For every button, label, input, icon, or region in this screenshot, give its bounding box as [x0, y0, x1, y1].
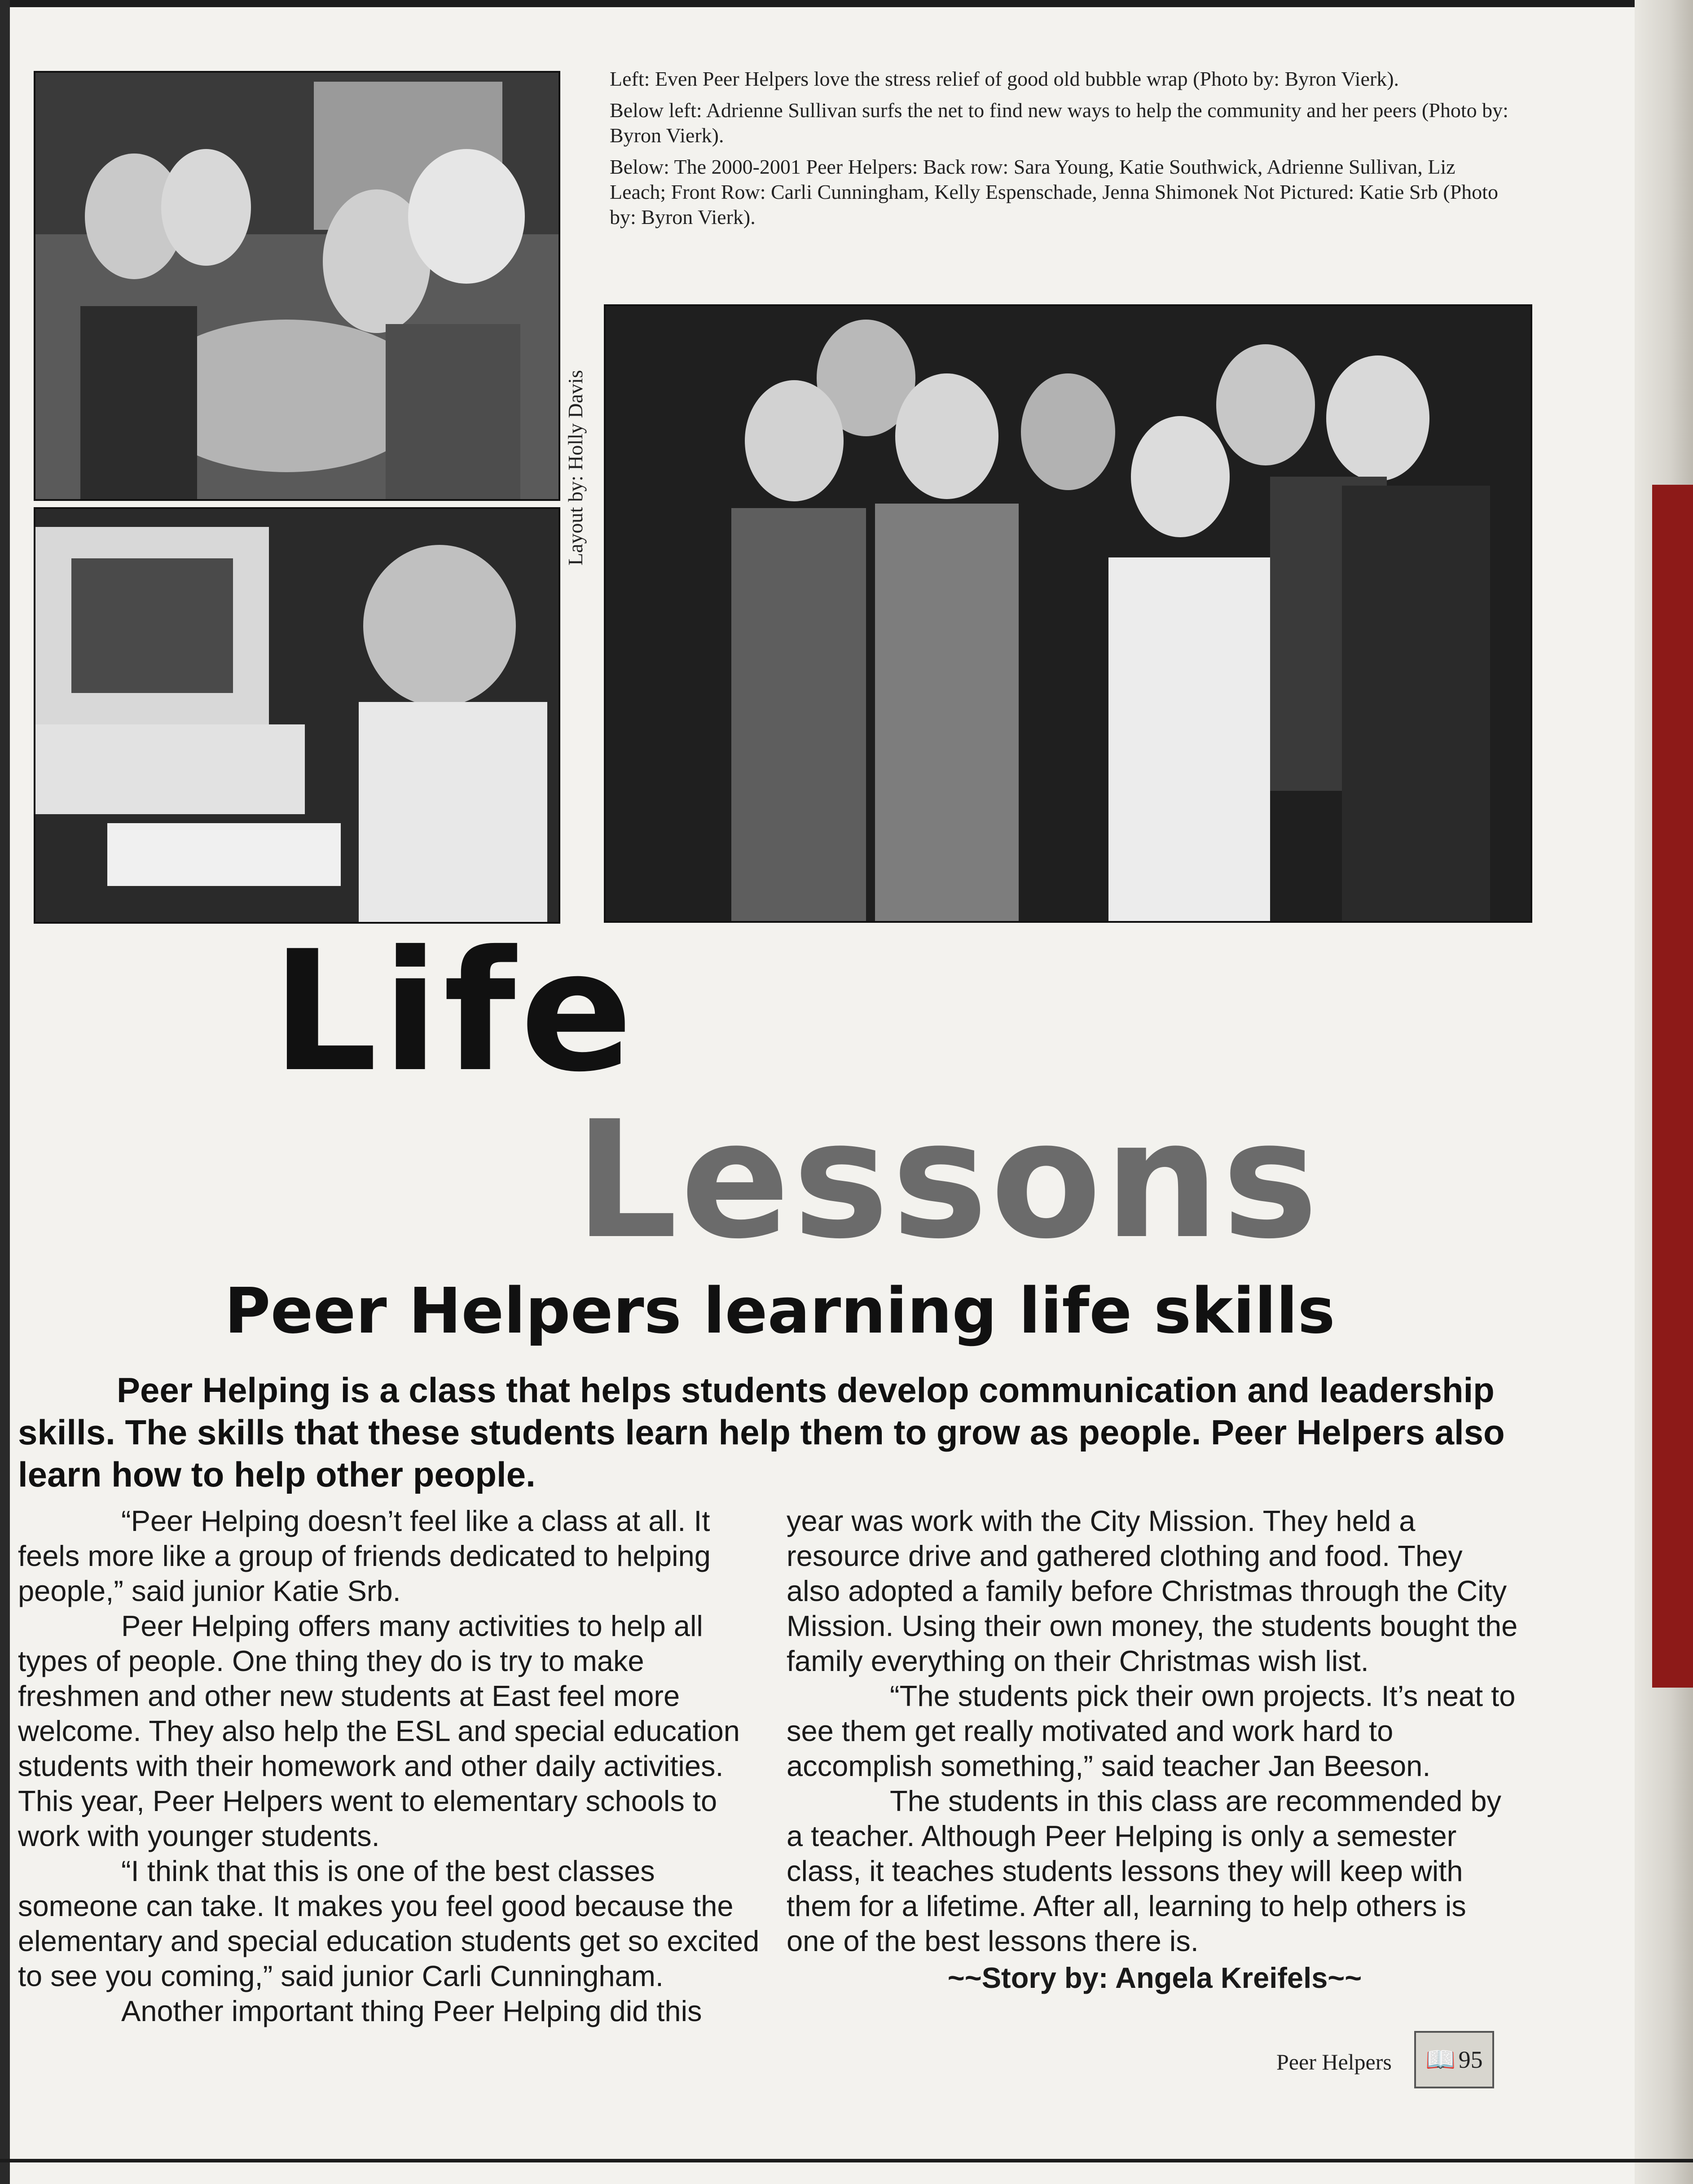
- page-left-edge: [0, 0, 10, 2184]
- story-column-2: [787, 1504, 1523, 1995]
- section-color-tab: [1652, 485, 1693, 1688]
- story-column-1: [18, 1504, 763, 2029]
- photo-bubble-wrap: [34, 71, 560, 501]
- page-number-text: 95: [1458, 2046, 1483, 2073]
- photo-computer: [34, 507, 560, 924]
- paragraph: “I think that this is one of the best classes someone can take. It makes you feel good because the elementary and special education students get so excited to see you coming,” said junior Carli Cunningham.: [18, 1855, 760, 1992]
- subtitle: Peer Helpers learning life skills: [224, 1275, 1335, 1348]
- book-icon: 📖: [1425, 2046, 1456, 2073]
- caption-below: Below: The 2000-2001 Peer Helpers: Back row: Sara Young, Katie Southwick, Adrienne Sullivan, Liz Leach; Front Row: Carli Cunningham, Kelly Espenschade, Jenna Shimonek Not Pictured: Katie Srb (Photo by: Byron Vierk).: [610, 155, 1498, 228]
- page-bottom-edge: [0, 2159, 1693, 2162]
- title-lessons: Lessons: [575, 1086, 1321, 1274]
- page-top-edge: [0, 0, 1693, 7]
- photo-captions: [610, 66, 1512, 236]
- layout-credit: Layout by: Holly Davis: [564, 370, 587, 566]
- paragraph: “Peer Helping doesn’t feel like a class at all. It feels more like a group of friends dedicated to helping people,” said junior Katie Srb.: [18, 1504, 711, 1607]
- footer-section-label: Peer Helpers: [1276, 2049, 1392, 2074]
- paragraph: The students in this class are recommended by a teacher. Although Peer Helping is only a semester class, it teaches students lessons they will keep with them for a lifetime. After all, learning to help others is one of the best lessons there is.: [787, 1785, 1502, 1957]
- caption-below-left: Below left: Adrienne Sullivan surfs the net to find new ways to help the community and her peers (Photo by: Byron Vierk).: [610, 99, 1508, 147]
- intro-paragraph: Peer Helping is a class that helps students develop communication and leadership skills. The skills that these students learn help them to grow as people. Peer Helpers also learn how to help other people.: [18, 1370, 1505, 1494]
- photo-group: [604, 304, 1532, 923]
- page-number: [1414, 2031, 1494, 2088]
- paragraph: year was work with the City Mission. They held a resource drive and gathered clothing and food. They also adopted a family before Christmas through the City Mission. Using their own money, the students bought the family everything on their Christmas wish list.: [787, 1504, 1518, 1677]
- paragraph: Peer Helping offers many activities to help all types of people. One thing they do is try to make freshmen and other new students at East feel more welcome. They also help the ESL and special education students with their homework and other daily activities. This year, Peer Helpers went to elementary schools to work with younger students.: [18, 1609, 740, 1852]
- title-life: Life: [272, 916, 638, 1109]
- story-byline: ~~Story by: Angela Kreifels~~: [947, 1961, 1362, 1994]
- paragraph: “The students pick their own projects. It’s neat to see them get really motivated and work hard to accomplish something,” said teacher Jan Beeson.: [787, 1680, 1516, 1782]
- paragraph: Another important thing Peer Helping did this: [121, 1995, 702, 2027]
- caption-left: Left: Even Peer Helpers love the stress relief of good old bubble wrap (Photo by: Byron Vierk).: [610, 67, 1399, 90]
